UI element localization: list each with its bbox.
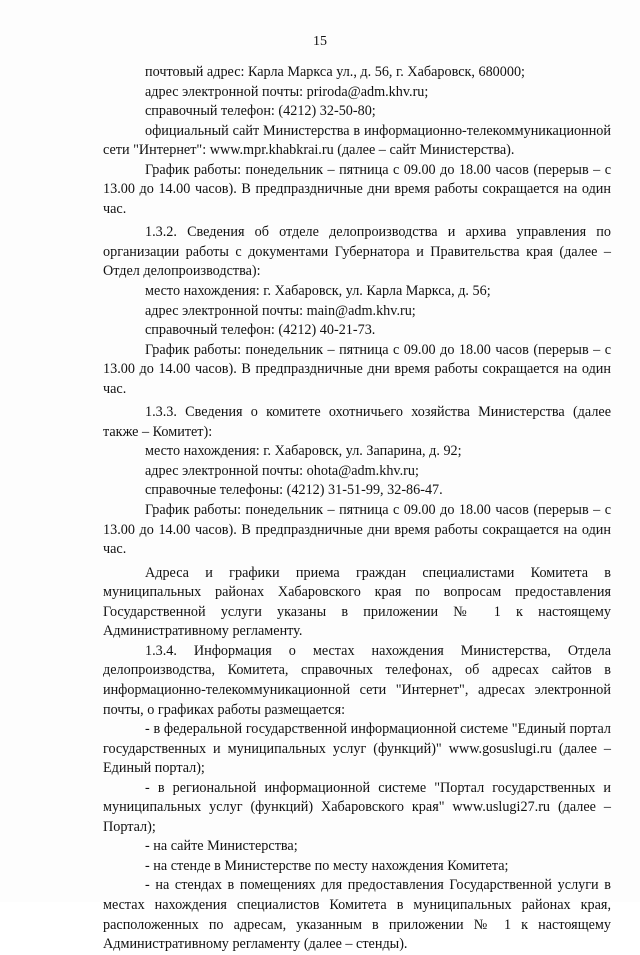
list-item: - в федеральной государственной информационной системе "Единый портал государственных и муниципальных услуг (функций)" www.gosuslugi.ru (далее – Единый портал); — [103, 721, 611, 777]
document-body — [103, 63, 611, 955]
paragraph: почтовый адрес: Карла Маркса ул., д. 56, г. Хабаровск, 680000; — [145, 64, 525, 80]
paragraph: График работы: понедельник – пятница с 09.00 до 18.00 часов (перерыв – с 13.00 до 14.00 часов). В предпраздничные дни время работы сокращается на один час. — [103, 502, 611, 558]
paragraph: справочные телефоны: (4212) 31-51-99, 32-86-47. — [145, 482, 443, 499]
paragraph: место нахождения: г. Хабаровск, ул. Запарина, д. 92; — [145, 443, 462, 460]
page-number: 15 — [313, 34, 327, 49]
list-item: - на стендах в помещениях для предоставления Государственной услуги в местах нахождения специалистов Комитета в муниципальных районах края, расположенных по адресам, указанным в приложении № 1 к настоящему Административному регламенту (далее – стенды). — [103, 877, 611, 953]
paragraph: График работы: понедельник – пятница с 09.00 до 18.00 часов (перерыв – с 13.00 до 14.00 часов). В предпраздничные дни время работы сокращается на один час. — [103, 161, 611, 217]
paragraph: адрес электронной почты: priroda@adm.khv.ru; — [145, 83, 429, 100]
paragraph: справочный телефон: (4212) 32-50-80; — [145, 103, 376, 120]
section-heading: 1.3.4. Информация о местах нахождения Министерства, Отдела делопроизводства, Комитета, справочных телефонах, об адресах сайтов в информационно-телекоммуникационной сети "Интернет", адресах электронной почты, о графиках работы размещается: — [103, 642, 611, 718]
paragraph: адрес электронной почты: ohota@adm.khv.ru; — [145, 462, 419, 479]
paragraph: График работы: понедельник – пятница с 09.00 до 18.00 часов (перерыв – с 13.00 до 14.00 часов). В предпраздничные дни время работы сокращается на один час. — [103, 341, 611, 397]
list-item: - на стенде в Министерстве по месту нахождения Комитета; — [145, 857, 509, 874]
paragraph: адрес электронной почты: main@adm.khv.ru; — [145, 302, 416, 319]
paragraph: официальный сайт Министерства в информационно-телекоммуникационной сети "Интернет": www.mpr.khabkrai.ru (далее – сайт Министерства). — [103, 122, 611, 159]
list-item: - в региональной информационной системе "Портал государственных и муниципальных услуг (функций) Хабаровского края" www.uslugi27.ru (далее – Портал); — [103, 779, 611, 835]
paragraph: место нахождения: г. Хабаровск, ул. Карла Маркса, д. 56; — [145, 283, 491, 300]
section-heading: 1.3.2. Сведения об отделе делопроизводства и архива управления по организации работы с документами Губернатора и Правительства края (далее – Отдел делопроизводства): — [103, 224, 611, 280]
list-item: - на сайте Министерства; — [145, 838, 298, 855]
section-heading: 1.3.3. Сведения о комитете охотничьего хозяйства Министерства (далее также – Комитет): — [103, 404, 611, 440]
paragraph: Адреса и графики приема граждан специалистами Комитета в муниципальных районах Хабаровского края по вопросам предоставления Государственной услуги указаны в приложении № 1 к настоящему Административному регламенту. — [103, 564, 611, 640]
paragraph: справочный телефон: (4212) 40-21-73. — [145, 322, 376, 339]
